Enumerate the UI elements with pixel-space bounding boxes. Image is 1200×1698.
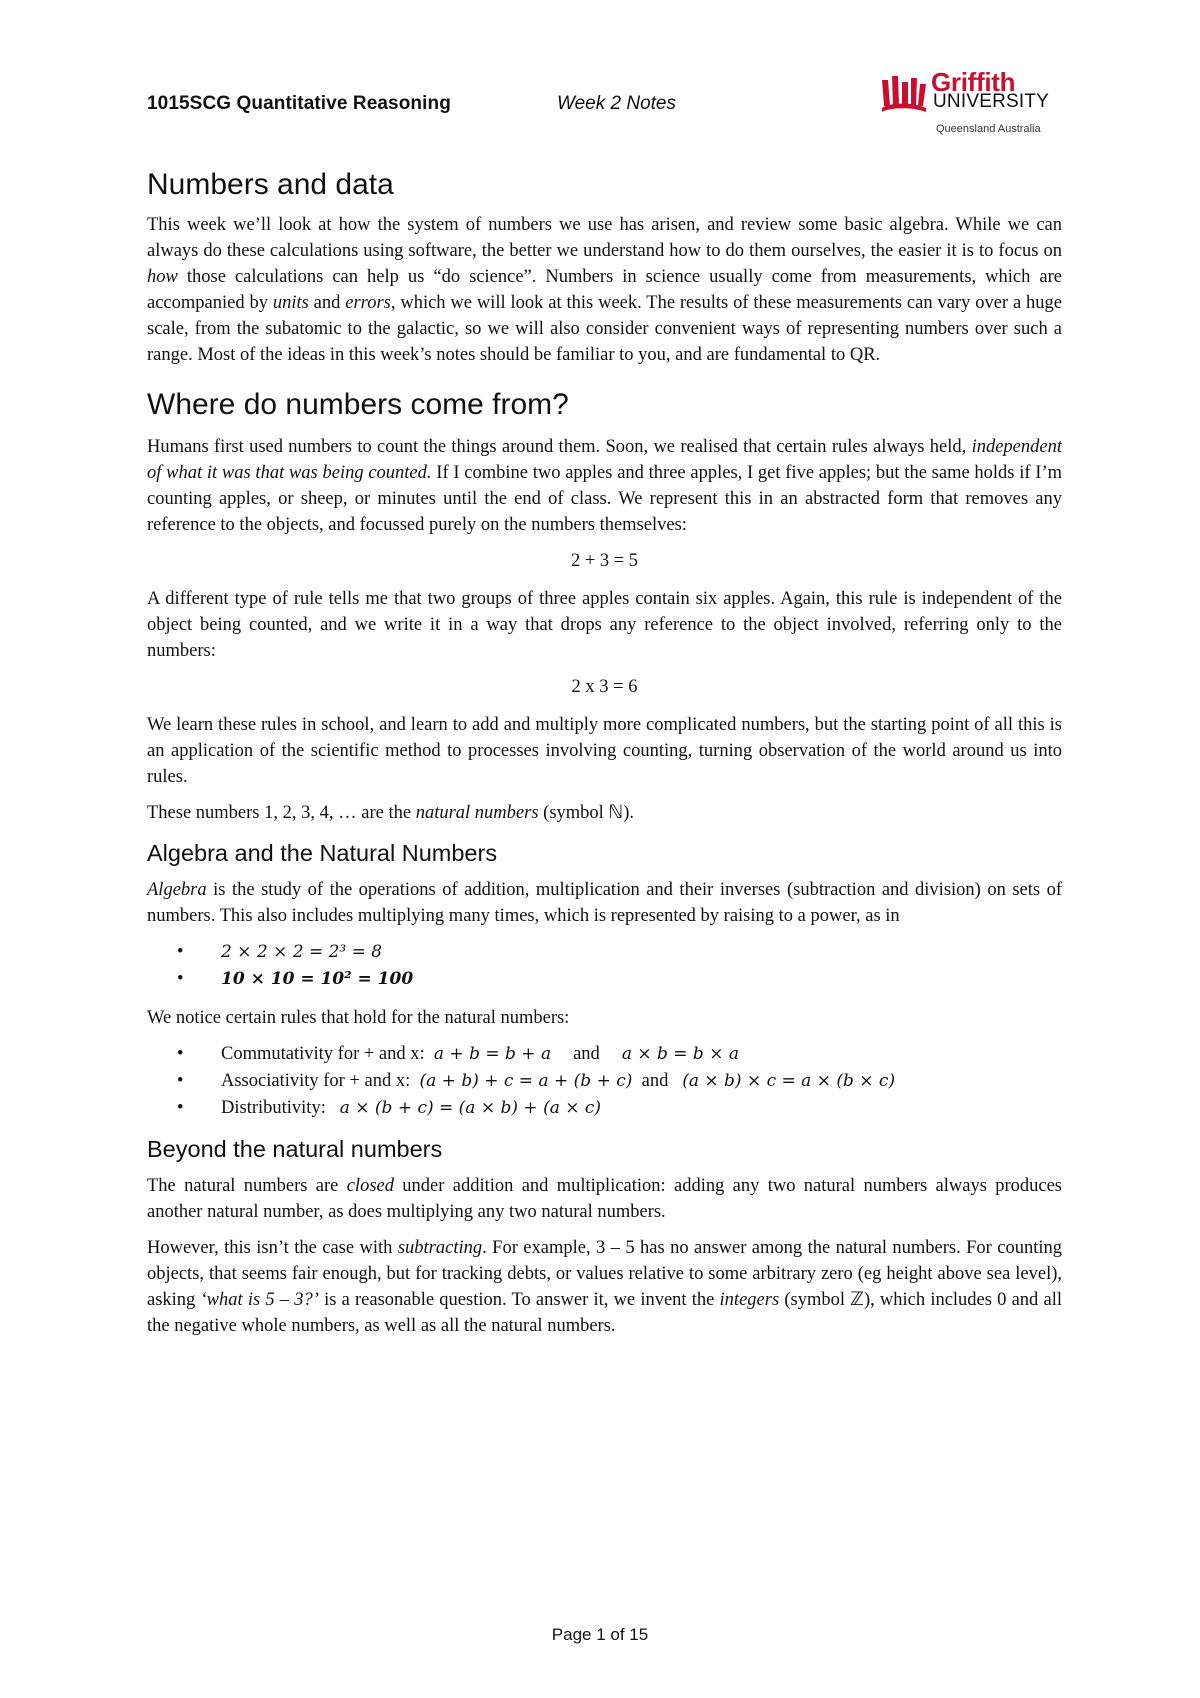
integers-paragraph: However, this isn’t the case with subtracting. For example, 3 – 5 has no answer among the natural numbers. For counting objects, that seems fair enough, but for tracking debts, or values relative to some arbitrary zero (eg height above sea level), asking ‘what is 5 – 3?’ is a reasonable question. To answer it, we invent the integers (symbol ℤ), which includes 0 and all the negative whole numbers, as well as all the natural numbers. [147, 1238, 1063, 1336]
list-item: • Commutativity for + and x: a + b = b + a and a × b = b × a [177, 1044, 740, 1064]
power-examples-list [147, 939, 1062, 993]
counting-paragraph: Humans first used numbers to count the things around them. Soon, we realised that certain rules always held, independent of what it was that was being counted. If I combine two apples and three apples, I get five apples; but the same holds if I’m counting apples, or sheep, or minutes until the end of class. We represent this in an abstracted form that removes any reference to the objects, and focussed purely on the numbers themselves: [147, 437, 1063, 535]
rules-intro-paragraph: We notice certain rules that hold for the natural numbers: [147, 1008, 570, 1028]
section-heading-algebra: Algebra and the Natural Numbers [147, 840, 498, 866]
logo-university: UNIVERSITY [933, 91, 1050, 112]
multiplication-paragraph: A different type of rule tells me that two groups of three apples contain six apples. Again, this rule is independent of the object being counted, and we write it in a way that drops any reference to the object involved, referring only to the numbers: [147, 589, 1062, 661]
section-heading-numbers-data: Numbers and data [147, 168, 394, 201]
section-heading-where-numbers: Where do numbers come from? [147, 388, 569, 421]
logo-wordmark: Griffith [931, 67, 1016, 97]
list-item: • 2 × 2 × 2 = 2³ = 8 [177, 942, 383, 962]
list-item: • 10 × 10 = 10² = 100 [177, 969, 414, 989]
list-item: • Associativity for + and x: (a + b) + c = a + (b + c) and (a × b) × c = a × (b × c) [177, 1071, 896, 1091]
algebra-rules-list [147, 1041, 1062, 1122]
algebra-paragraph: Algebra is the study of the operations of addition, multiplication and their inverses (subtraction and division) on sets of numbers. This also includes multiplying many times, which is represented by raising to a power, as in [147, 880, 1062, 926]
rules-paragraph: We learn these rules in school, and learn to add and multiply more complicated numbers, but the starting point of all this is an application of the scientific method to processes involving counting, turning observation of the world around us into rules. [147, 715, 1062, 787]
list-item: • Distributivity: a × (b + c) = (a × b) + (a × c) [177, 1098, 602, 1118]
logo-tagline: Queensland Australia [936, 123, 1041, 135]
week-label: Week 2 Notes [557, 93, 676, 114]
page-number: Page 1 of 15 [551, 1625, 649, 1644]
page-content [147, 168, 1062, 1349]
equation-multiplication: 2 x 3 = 6 [571, 677, 638, 697]
intro-paragraph: This week we’ll look at how the system of numbers we use has arisen, and review some basic algebra. While we can always do these calculations using software, the better we understand how to do them ourselves, the easier it is to focus on how those calculations can help us “do science”. Numbers in science usually come from measurements, which are accompanied by units and errors, which we will look at this week. The results of these measurements can vary over a huge scale, from the subatomic to the galactic, so we will also consider convenient ways of representing numbers over such a range. Most of the ideas in this week’s notes should be familiar to you, and are fundamental to QR. [147, 215, 1062, 365]
closed-paragraph: The natural numbers are closed under addition and multiplication: adding any two natural numbers always produces another natural number, as does multiplying any two natural numbers. [147, 1176, 1062, 1222]
equation-addition: 2 + 3 = 5 [570, 551, 639, 571]
natural-numbers-paragraph: These numbers 1, 2, 3, 4, … are the natural numbers (symbol ℕ). [147, 803, 635, 823]
course-title: 1015SCG Quantitative Reasoning [147, 93, 451, 114]
section-heading-beyond: Beyond the natural numbers [147, 1136, 443, 1162]
